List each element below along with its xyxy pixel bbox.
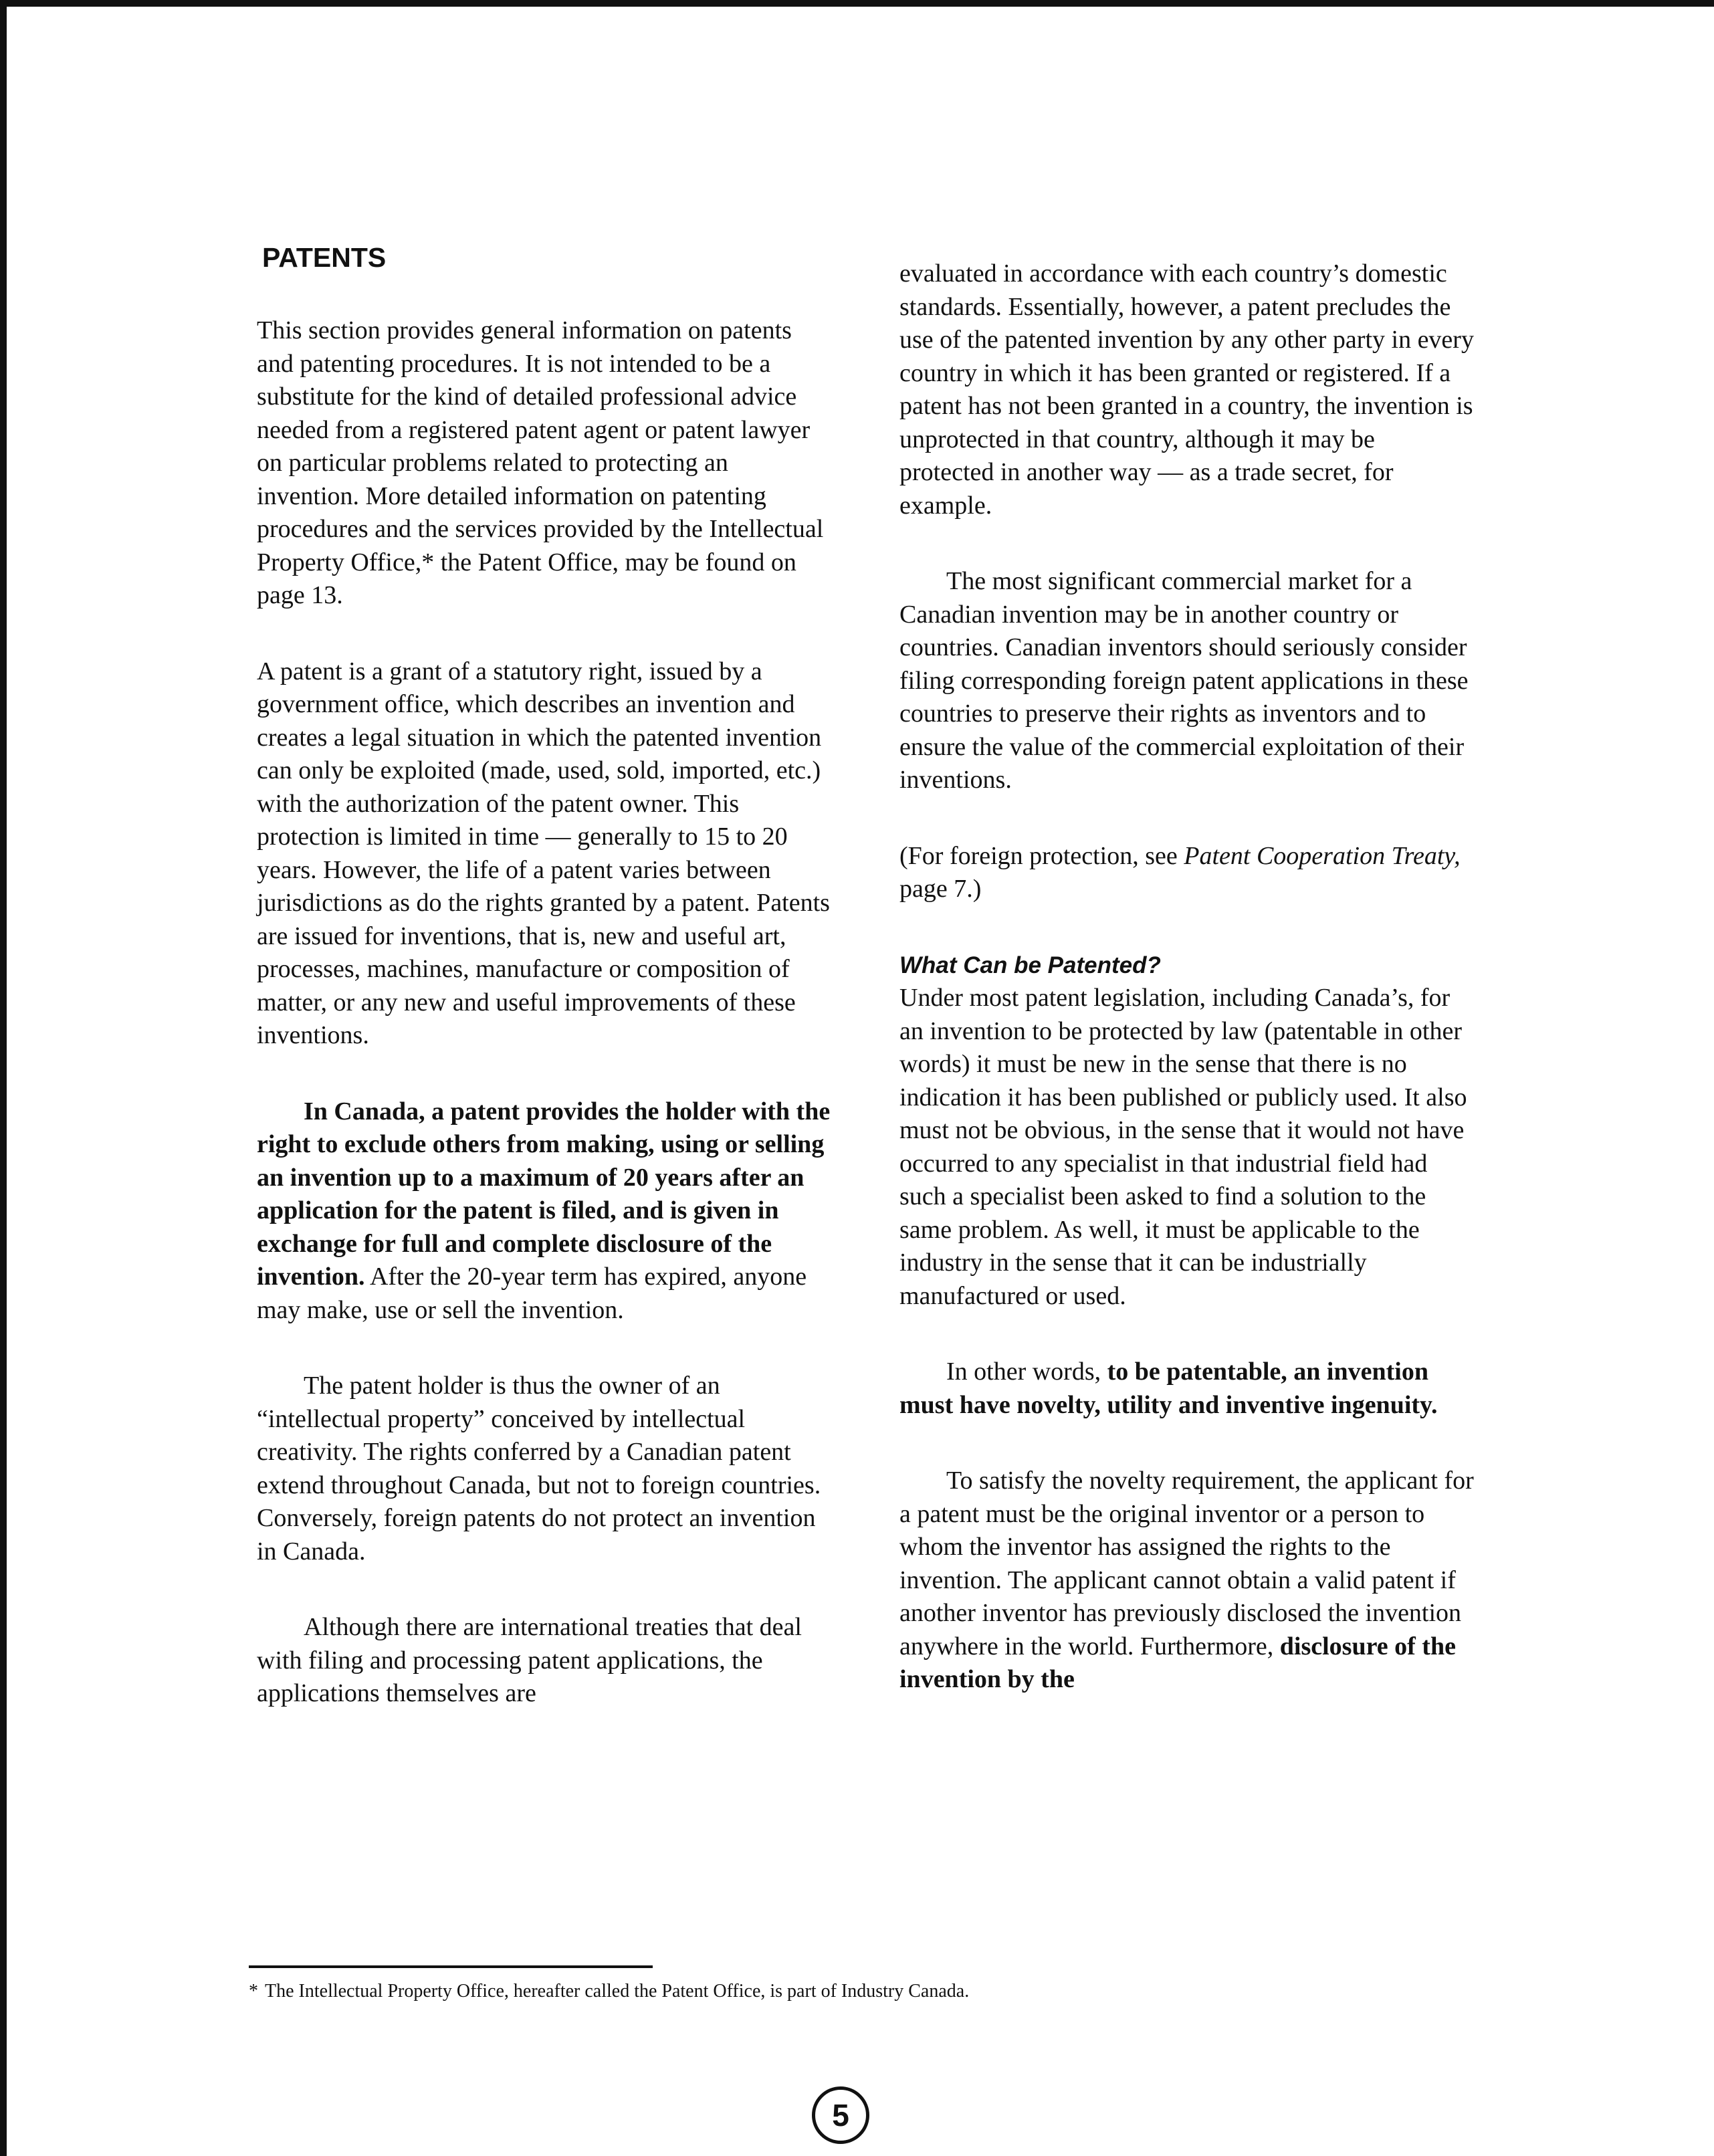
paragraph-definition: A patent is a grant of a statutory right, issued by a government office, which describes an invention and creates a legal situation in which the patented invention can only be exploited (made, used, sold, imported, etc.) with the authorization of the patent owner. This protection is limited in time — generally to 15 to 20 years. However, the life of a patent varies between jurisdictions as do the rights granted by a patent. Patents are issued for inventions, that is, new and useful art, processes, machines, manufacture or composition of matter, or any new and useful improvements of these inventions. [257,657,830,1049]
paragraph-canada-patent [257,1095,832,1327]
footnote-divider [249,1965,653,1968]
bold-text: disclosure of the invention by the [899,1632,1456,1693]
section-heading: PATENTS [262,242,387,273]
right-column [899,257,1475,1697]
bold-text: In Canada, a patent provides the holder with the right to exclude others from making, using or selling an invention up to a maximum of 20 years after an application for the patent is filed, and is given in exchange for full and complete disclosure of the invention. [257,1097,831,1291]
bold-text: to be patentable, an invention must have novelty, utility and inventive ingenuity. [899,1358,1438,1419]
italic-reference: Patent Cooperation Treaty, [1184,841,1461,870]
page-border-left [0,0,7,2156]
body-text: (For foreign protection, see [899,841,1184,870]
body-text: After the 20-year term has expired, anyone may make, use or sell the invention. [257,1263,807,1324]
paragraph-patentability: Under most patent legislation, including Canada’s, for an invention to be protected by law (patentable in other words) it must be new in the sense that there is no indication it has been published or publicly used. It also must not be obvious, in the sense that it would not have occurred to any specialist in that industrial field had such a specialist been asked to find a solution to the same problem. As well, it must be applicable to the industry in the sense that it can be industrially manufactured or used. [899,984,1467,1310]
paragraph-domestic-standards: evaluated in accordance with each country’s domestic standards. Essentially, however, a patent precludes the use of the patented invention by any other party in every country in which it has been granted or registered. If a patent has not been granted in a country, the invention is unprotected in that country, although it may be protected in another way — as a trade secret, for example. [899,259,1474,520]
body-text: In other words, [946,1358,1107,1386]
paragraph-patent-holder: The patent holder is thus the owner of an “intellectual property” conceived by intellectual creativity. The rights conferred by a Canadian patent extend throughout Canada, but not to foreign countries. Conversely, foreign patents do not protect an invention in Canada. [257,1372,821,1566]
subheading: What Can be Patented? [899,952,1161,978]
body-text: To satisfy the novelty requirement, the applicant for a patent must be the original inventor or a person to whom the inventor has assigned the rights to the invention. The applicant cannot obtain a valid patent if another inventor has previously disclosed the invention anywhere in the world. Furthermore, [899,1467,1474,1660]
body-text: page 7.) [899,875,982,903]
page-number: 5 [812,2086,869,2144]
paragraph-foreign-protection [899,840,1475,906]
footnote [249,1979,969,2004]
footnote-text: The Intellectual Property Office, hereafter called the Patent Office, is part of Industry Canada. [265,1981,970,2002]
left-column [257,241,832,1711]
paragraph-intro: This section provides general information on patents and patenting procedures. It is not intended to be a substitute for the kind of detailed professional advice needed from a registered patent agent or patent lawyer on particular problems related to protecting an invention. More detailed information on patenting procedures and the services provided by the Intellectual Property Office,* the Patent Office, may be found on page 13. [257,316,824,609]
paragraph-treaties: Although there are international treaties that deal with filing and processing patent applications, the applications themselves are [257,1613,802,1707]
paragraph-other-words [899,1356,1475,1422]
footnote-marker: * [249,1981,258,2002]
page-border-top [0,0,1714,7]
paragraph-novelty [899,1465,1475,1697]
paragraph-commercial-market: The most significant commercial market for a Canadian invention may be in another country or countries. Canadian inventors should seriously consider filing corresponding foreign patent applications in these countries to preserve their rights as inventors and to ensure the value of the commercial exploitation of their inventions. [899,567,1469,794]
